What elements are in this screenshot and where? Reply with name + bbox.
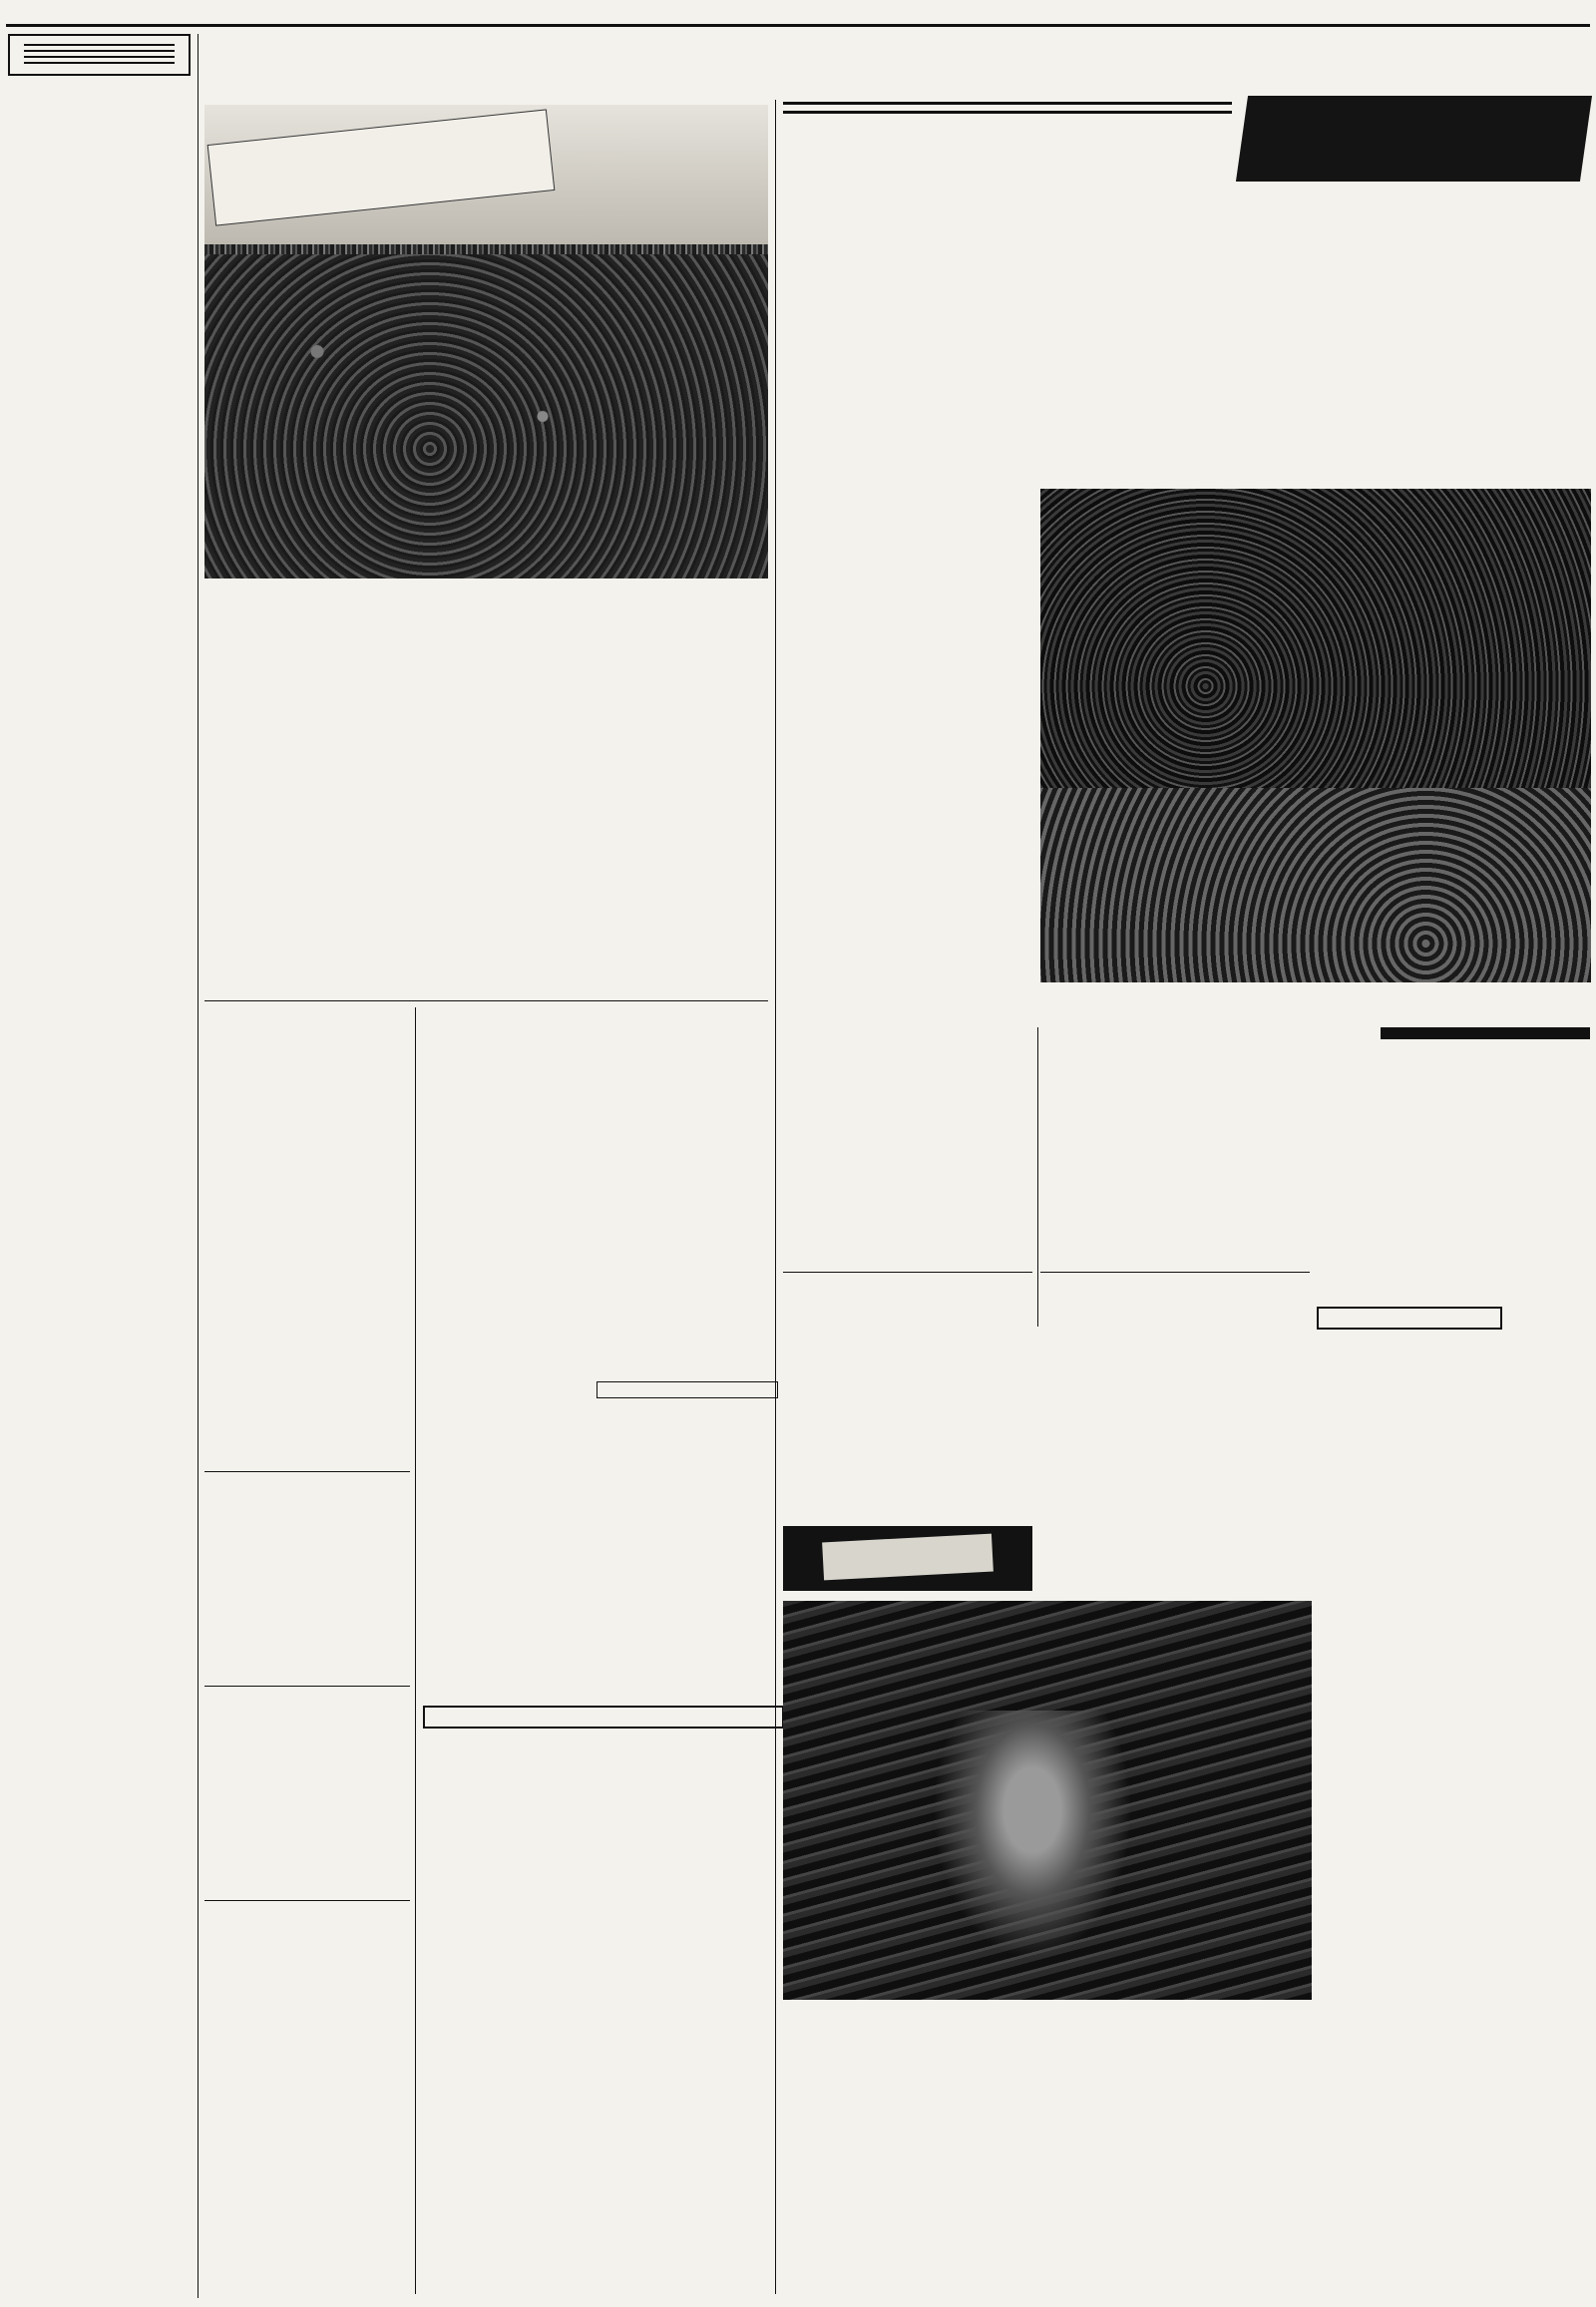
left-title-box [8,34,191,76]
poupa-box [783,1272,1032,1288]
marathia-box [1040,1272,1310,1288]
mid-article [783,489,1032,496]
ika-box [204,1471,410,1480]
evros-grain-photo [783,1601,1312,2000]
column-rule [775,100,776,2294]
workers-assembly-photo [1040,489,1591,982]
currant-box [423,2035,768,2042]
teachers-article [204,638,768,658]
lemon-box [423,1706,784,1729]
far-right-column [1381,1027,1590,1039]
kilkis-box [1317,1765,1486,1772]
right-kicker [783,102,1232,114]
accidents-box [597,1381,778,1398]
column-rule [1037,1027,1038,1327]
left-column [8,34,191,90]
teachers-rule [204,1000,768,1001]
doctors-box [204,1900,410,1909]
rethymno-box [1317,1307,1502,1330]
column-rule [415,1007,416,2294]
antikrououn-box [204,1686,410,1695]
kke-body-right [597,1606,768,1613]
column-rule [198,34,199,2298]
kke-body-left [423,1381,589,1388]
esak-meetings-list [1381,1119,1590,1126]
teachers-body [204,1007,410,1014]
small-photo [783,1526,1032,1591]
kke-question-box [423,1007,768,1017]
ergazomenoi-logo [1236,96,1592,182]
teachers-rally-photo [204,105,768,578]
masthead-rule [6,24,1590,27]
esak-meetings-box [1381,1027,1590,1039]
